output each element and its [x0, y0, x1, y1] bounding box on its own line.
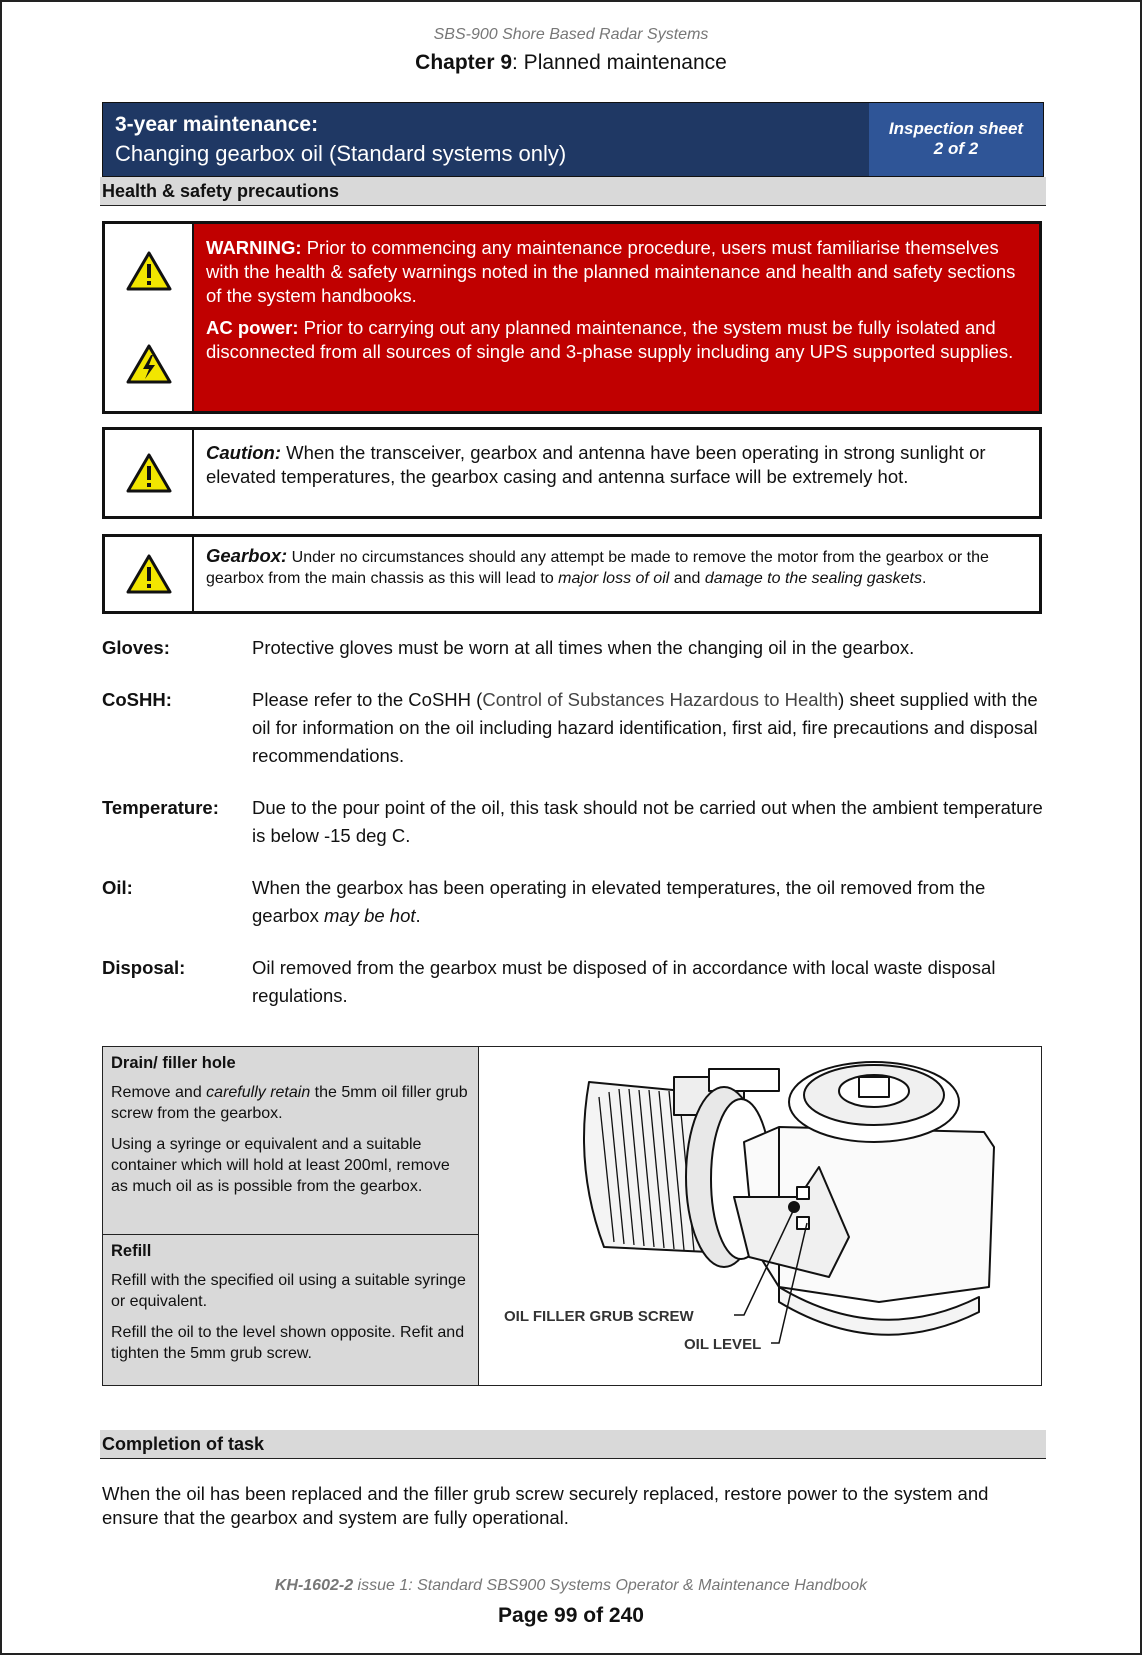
footer-doc	[2, 1577, 1140, 1595]
caution-triangle-icon	[126, 452, 172, 494]
gearbox-label: Gearbox:	[206, 545, 288, 566]
drain-step-2: Using a syringe or equivalent and a suitable container which will hold at least 200ml, remove as much oil as is possible from the gearbox.	[111, 1136, 450, 1195]
oil-desc-2: .	[415, 905, 421, 926]
gloves-desc: Protective gloves must be worn at all times when the changing oil in the gearbox.	[252, 637, 915, 658]
gloves-term: Gloves:	[102, 637, 170, 658]
oil-desc-1: When the gearbox has been operating in elevated temperatures, the oil removed from the gearbox	[252, 877, 986, 926]
completion-text: When the oil has been replaced and the filler grub screw securely replaced, restore power to the system and ensure that the gearbox and system are fully operational.	[102, 1483, 989, 1528]
temperature-term: Temperature:	[102, 797, 219, 818]
sheet-line2: 2 of 2	[933, 139, 979, 158]
title-line1: 3-year maintenance:	[115, 113, 319, 136]
drain-step-1a: Remove and	[111, 1084, 207, 1101]
temperature-desc: Due to the pour point of the oil, this task should not be carried out when the ambient temperature is below -15 deg C.	[252, 797, 1043, 846]
warning-paragraph	[206, 236, 1027, 308]
ac-power-label: AC power:	[206, 317, 299, 338]
temperature-item	[102, 794, 1044, 850]
gearbox-text	[194, 537, 1039, 611]
coshh-term: CoSHH:	[102, 689, 172, 710]
gearbox-paragraph	[206, 545, 1027, 589]
warning-box	[102, 221, 1042, 414]
header-system: SBS-900 Shore Based Radar Systems	[433, 26, 709, 43]
gearbox-diagram	[479, 1047, 1041, 1383]
procedure-steps	[103, 1047, 479, 1385]
page-number: Page 99 of 240	[498, 1604, 644, 1627]
electrical-hazard-icon	[126, 343, 172, 385]
gearbox-icon-column	[105, 537, 194, 611]
oil-desc	[252, 874, 1044, 930]
coshh-expansion: Control of Substances Hazardous to Health	[482, 689, 839, 710]
gearbox-body-2: and	[669, 570, 705, 587]
caution-icon-column	[105, 430, 194, 516]
drain-step-1-emphasis: carefully retain	[206, 1084, 311, 1101]
refill-step-2: Refill the oil to the level shown opposite. Refit and tighten the 5mm grub screw.	[111, 1324, 465, 1362]
drain-filler-cell	[103, 1047, 478, 1235]
refill-cell	[103, 1235, 478, 1385]
gearbox-emphasis-2: damage to the sealing gaskets	[704, 570, 922, 587]
coshh-item	[102, 686, 1044, 770]
completion-heading: Completion of task	[100, 1430, 1046, 1459]
doc-id: KH-1602-2	[274, 1577, 354, 1594]
chapter-label: Chapter 9	[415, 51, 513, 74]
inspection-sheet-label	[869, 103, 1043, 176]
caution-body: When the transceiver, gearbox and antenna have been operating in strong sunlight or elevated temperatures, the gearbox casing and antenna surface will be extremely hot.	[206, 442, 986, 487]
gearbox-body-1: Under no circumstances should any attempt be made to remove the motor from the gearbox or the gearbox from the main chassis as this will lead to	[206, 549, 989, 587]
warning-triangle-icon	[126, 250, 172, 292]
gearbox-diagram-cell	[479, 1047, 1041, 1385]
gearbox-box	[102, 534, 1042, 614]
disposal-term: Disposal:	[102, 957, 186, 978]
chapter-title: : Planned maintenance	[512, 51, 727, 74]
gearbox-emphasis-1: major loss of oil	[558, 570, 670, 587]
warning-icon-column	[105, 224, 194, 411]
ac-power-paragraph	[206, 316, 1027, 364]
title-line2: Changing gearbox oil (Standard systems only)	[115, 141, 567, 166]
caution-paragraph	[206, 441, 1027, 489]
warning-body: Prior to commencing any maintenance procedure, users must familiarise themselves with the health & safety warnings noted in the planned maintenance and health and safety sections of the system handbooks.	[206, 237, 1016, 306]
oil-term: Oil:	[102, 877, 133, 898]
drain-step-1b: the 5mm oil filler grub screw from the gearbox.	[111, 1084, 468, 1122]
caution-text	[194, 430, 1039, 516]
coshh-desc	[252, 686, 1044, 770]
header-chapter	[2, 51, 1140, 75]
warning-label: WARNING:	[206, 237, 302, 258]
drain-step-1	[111, 1082, 470, 1124]
doc-desc: issue 1: Standard SBS900 Systems Operator & Maintenance Handbook	[353, 1577, 868, 1594]
oil-level-label: OIL LEVEL	[684, 1336, 762, 1353]
disposal-item	[102, 954, 1044, 1010]
oil-filler-label: OIL FILLER GRUB SCREW	[504, 1308, 694, 1325]
precautions-list	[102, 634, 1044, 1034]
gearbox-warning-icon	[126, 553, 172, 595]
caution-label: Caution:	[206, 442, 282, 463]
oil-item	[102, 874, 1044, 930]
warning-text	[194, 224, 1039, 411]
refill-step-1: Refill with the specified oil using a suitable syringe or equivalent.	[111, 1272, 466, 1310]
oil-emphasis: may be hot	[324, 905, 416, 926]
gloves-item	[102, 634, 1044, 662]
health-safety-heading: Health & safety precautions	[100, 177, 1046, 206]
caution-box	[102, 427, 1042, 519]
ac-power-body: Prior to carrying out any planned maintenance, the system must be fully isolated and disconnected from all sources of single and 3-phase supply including any UPS supported supplies.	[206, 317, 1014, 362]
gearbox-body-3: .	[921, 570, 927, 587]
coshh-desc-1: Please refer to the CoSHH (	[252, 689, 483, 710]
sheet-line1: Inspection sheet	[888, 119, 1024, 138]
refill-heading: Refill	[111, 1242, 152, 1260]
procedure-table	[102, 1046, 1042, 1386]
title-bar	[102, 102, 1044, 177]
coshh-desc-2: ) sheet supplied with the oil for information on the oil including hazard identification, first aid, fire precautions and disposal recommendations.	[252, 689, 1038, 766]
drain-heading: Drain/ filler hole	[111, 1054, 236, 1072]
disposal-desc: Oil removed from the gearbox must be disposed of in accordance with local waste disposal regulations.	[252, 957, 996, 1006]
